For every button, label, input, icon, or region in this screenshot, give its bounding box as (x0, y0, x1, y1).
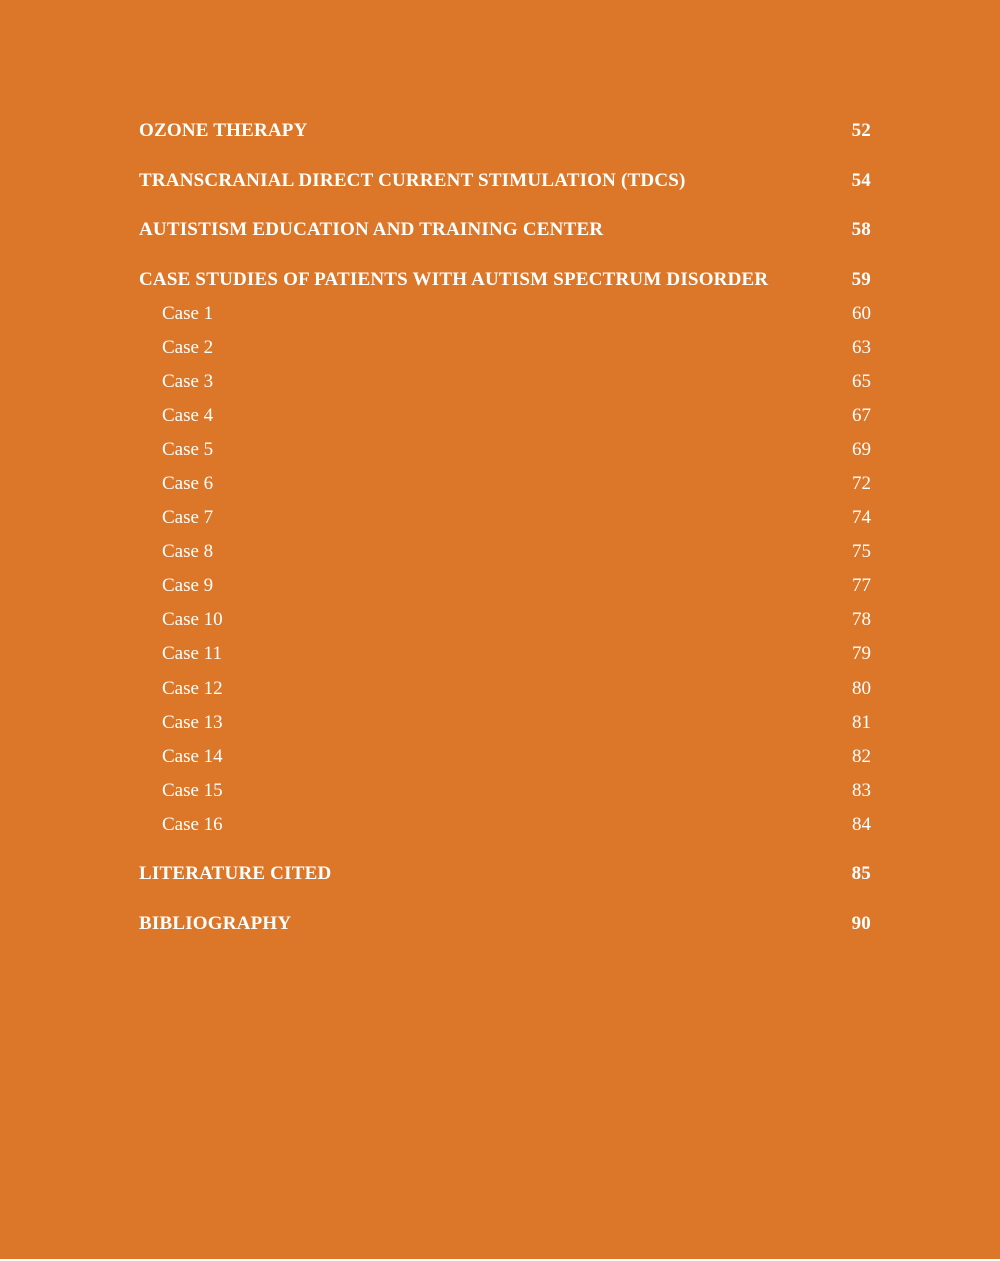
table-of-contents (139, 116, 871, 958)
toc-entry-page: 54 (851, 169, 871, 191)
toc-subentry-page: 75 (852, 541, 871, 563)
toc-subentry-page: 81 (852, 711, 871, 733)
toc-subentry-case-12[interactable] (139, 674, 871, 708)
toc-entry-label: AUTISTISM EDUCATION AND TRAINING CENTER (139, 219, 604, 240)
toc-entry-ozone-therapy[interactable] (139, 116, 871, 146)
toc-subentry-label: Case 1 (162, 302, 214, 324)
toc-subentry-label: Case 14 (162, 745, 223, 767)
toc-subentry-label: Case 10 (162, 609, 223, 631)
toc-entry-page: 85 (851, 863, 871, 884)
toc-subentry-case-5[interactable] (139, 435, 871, 469)
toc-subentry-label: Case 7 (162, 507, 214, 529)
toc-subentry-page: 72 (852, 472, 871, 494)
toc-subentry-label: Case 12 (162, 677, 223, 699)
toc-subentry-label: Case 8 (162, 541, 214, 563)
toc-subentry-case-13[interactable] (139, 708, 871, 742)
toc-entry-literature-cited[interactable] (139, 859, 871, 889)
toc-entry-page: 59 (851, 268, 871, 290)
toc-subentry-case-6[interactable] (139, 469, 871, 503)
toc-subentry-case-16[interactable] (139, 810, 871, 844)
toc-entry-label: CASE STUDIES OF PATIENTS WITH AUTISM SPECTRUM DISORDER (139, 268, 769, 290)
toc-subentry-case-7[interactable] (139, 503, 871, 537)
toc-subentry-case-1[interactable] (139, 299, 871, 333)
toc-subentry-page: 63 (852, 336, 871, 358)
toc-subentry-case-8[interactable] (139, 537, 871, 571)
toc-subentry-label: Case 4 (162, 404, 214, 426)
toc-subentry-page: 67 (852, 404, 871, 426)
toc-subentry-page: 83 (852, 779, 871, 801)
toc-entry-label: OZONE THERAPY (139, 120, 308, 141)
toc-entry-tdcs[interactable] (139, 166, 871, 196)
toc-subentry-page: 74 (852, 507, 871, 529)
toc-subentry-label: Case 16 (162, 813, 223, 835)
toc-entry-case-studies[interactable] (139, 265, 871, 295)
toc-entry-education-center[interactable] (139, 215, 871, 245)
toc-entry-bibliography[interactable] (139, 909, 871, 939)
toc-subentry-case-9[interactable] (139, 571, 871, 605)
toc-subentry-page: 65 (852, 370, 871, 392)
toc-subentry-page: 69 (852, 438, 871, 460)
toc-subentry-label: Case 6 (162, 472, 214, 494)
toc-subentry-page: 78 (852, 609, 871, 631)
toc-subentry-page: 82 (852, 745, 871, 767)
toc-subentry-page: 84 (852, 813, 871, 835)
toc-entry-page: 52 (851, 120, 871, 141)
toc-entry-page: 58 (851, 219, 871, 240)
toc-entry-label: BIBLIOGRAPHY (139, 912, 292, 934)
toc-subentry-label: Case 15 (162, 779, 223, 801)
toc-subentry-case-4[interactable] (139, 401, 871, 435)
toc-subentry-case-14[interactable] (139, 742, 871, 776)
toc-subentry-page: 77 (852, 575, 871, 597)
toc-subentry-case-11[interactable] (139, 639, 871, 673)
toc-subentry-label: Case 13 (162, 711, 223, 733)
toc-entry-page: 90 (851, 912, 871, 934)
toc-subentry-label: Case 3 (162, 370, 214, 392)
toc-subentry-page: 79 (852, 643, 871, 665)
toc-subentry-case-15[interactable] (139, 776, 871, 810)
toc-entry-label: TRANSCRANIAL DIRECT CURRENT STIMULATION (TDCS) (139, 169, 686, 191)
toc-subentry-case-10[interactable] (139, 605, 871, 639)
toc-entry-label: LITERATURE CITED (139, 863, 332, 884)
toc-subentry-label: Case 2 (162, 336, 214, 358)
toc-subentry-page: 80 (852, 677, 871, 699)
toc-subentry-page: 60 (852, 302, 871, 324)
toc-subentry-label: Case 9 (162, 575, 214, 597)
toc-subentry-case-2[interactable] (139, 333, 871, 367)
toc-subentry-label: Case 5 (162, 438, 214, 460)
toc-subentry-label: Case 11 (162, 643, 222, 665)
toc-subentry-case-3[interactable] (139, 367, 871, 401)
